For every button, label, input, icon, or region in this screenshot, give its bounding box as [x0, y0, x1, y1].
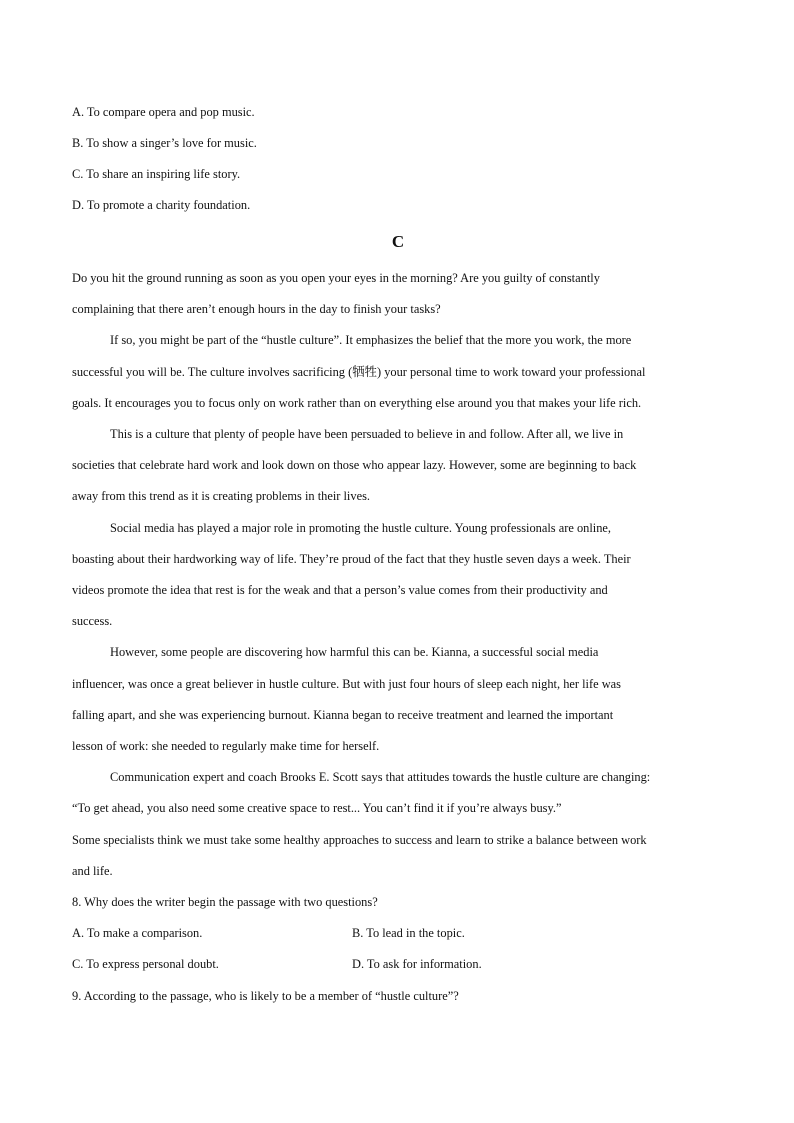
q8-option-c: C. To express personal doubt.: [72, 957, 219, 971]
q8-option-a: A. To make a comparison.: [72, 926, 203, 940]
question-9-text: 9. According to the passage, who is likely to be a member of “hustle culture”?: [72, 989, 459, 1003]
passage-line: If so, you might be part of the “hustle culture”. It emphasizes the belief that the more you work, the more: [110, 333, 632, 347]
option-d: D. To promote a charity foundation.: [72, 198, 251, 212]
passage-line: Do you hit the ground running as soon as you open your eyes in the morning? Are you guilty of constantly: [72, 271, 600, 285]
passage-line: success.: [72, 614, 113, 628]
section-title: C: [391, 232, 405, 251]
passage-line: falling apart, and she was experiencing burnout. Kianna began to receive treatment and learned the important: [72, 708, 614, 722]
passage-line: and life.: [72, 864, 113, 878]
passage-line: Communication expert and coach Brooks E. Scott says that attitudes towards the hustle culture are changing:: [110, 770, 651, 784]
passage-line: successful you will be. The culture involves sacrificing (牺牲) your personal time to work toward your professional: [72, 365, 646, 379]
passage-line: boasting about their hardworking way of life. They’re proud of the fact that they hustle seven days a week. Their: [72, 552, 631, 566]
passage-line: However, some people are discovering how harmful this can be. Kianna, a successful social media: [110, 645, 599, 659]
q8-option-b: B. To lead in the topic.: [352, 926, 465, 940]
passage-line: Social media has played a major role in promoting the hustle culture. Young professionals are online,: [110, 521, 612, 535]
passage-line: lesson of work: she needed to regularly make time for herself.: [72, 739, 380, 753]
passage-line: influencer, was once a great believer in hustle culture. But with just four hours of sleep each night, her life was: [72, 677, 621, 691]
option-a: A. To compare opera and pop music.: [72, 105, 255, 119]
question-8-text: 8. Why does the writer begin the passage with two questions?: [72, 895, 378, 909]
passage-line: “To get ahead, you also need some creative space to rest... You can’t find it if you’re always busy.”: [72, 801, 562, 815]
passage-line: videos promote the idea that rest is for the weak and that a person’s value comes from their productivity and: [72, 583, 608, 597]
passage-line: complaining that there aren’t enough hours in the day to finish your tasks?: [72, 302, 441, 316]
option-c: C. To share an inspiring life story.: [72, 167, 241, 181]
passage-line: This is a culture that plenty of people have been persuaded to believe in and follow. After all, we live in: [110, 427, 624, 441]
passage-line: away from this trend as it is creating problems in their lives.: [72, 489, 370, 503]
passage-line: societies that celebrate hard work and look down on those who appear lazy. However, some are beginning to back: [72, 458, 637, 472]
option-b: B. To show a singer’s love for music.: [72, 136, 257, 150]
passage-line: Some specialists think we must take some healthy approaches to success and learn to strike a balance between work: [72, 833, 647, 847]
passage-line: goals. It encourages you to focus only on work rather than on everything else around you that makes your life rich.: [72, 396, 642, 410]
q8-option-d: D. To ask for information.: [352, 957, 482, 971]
